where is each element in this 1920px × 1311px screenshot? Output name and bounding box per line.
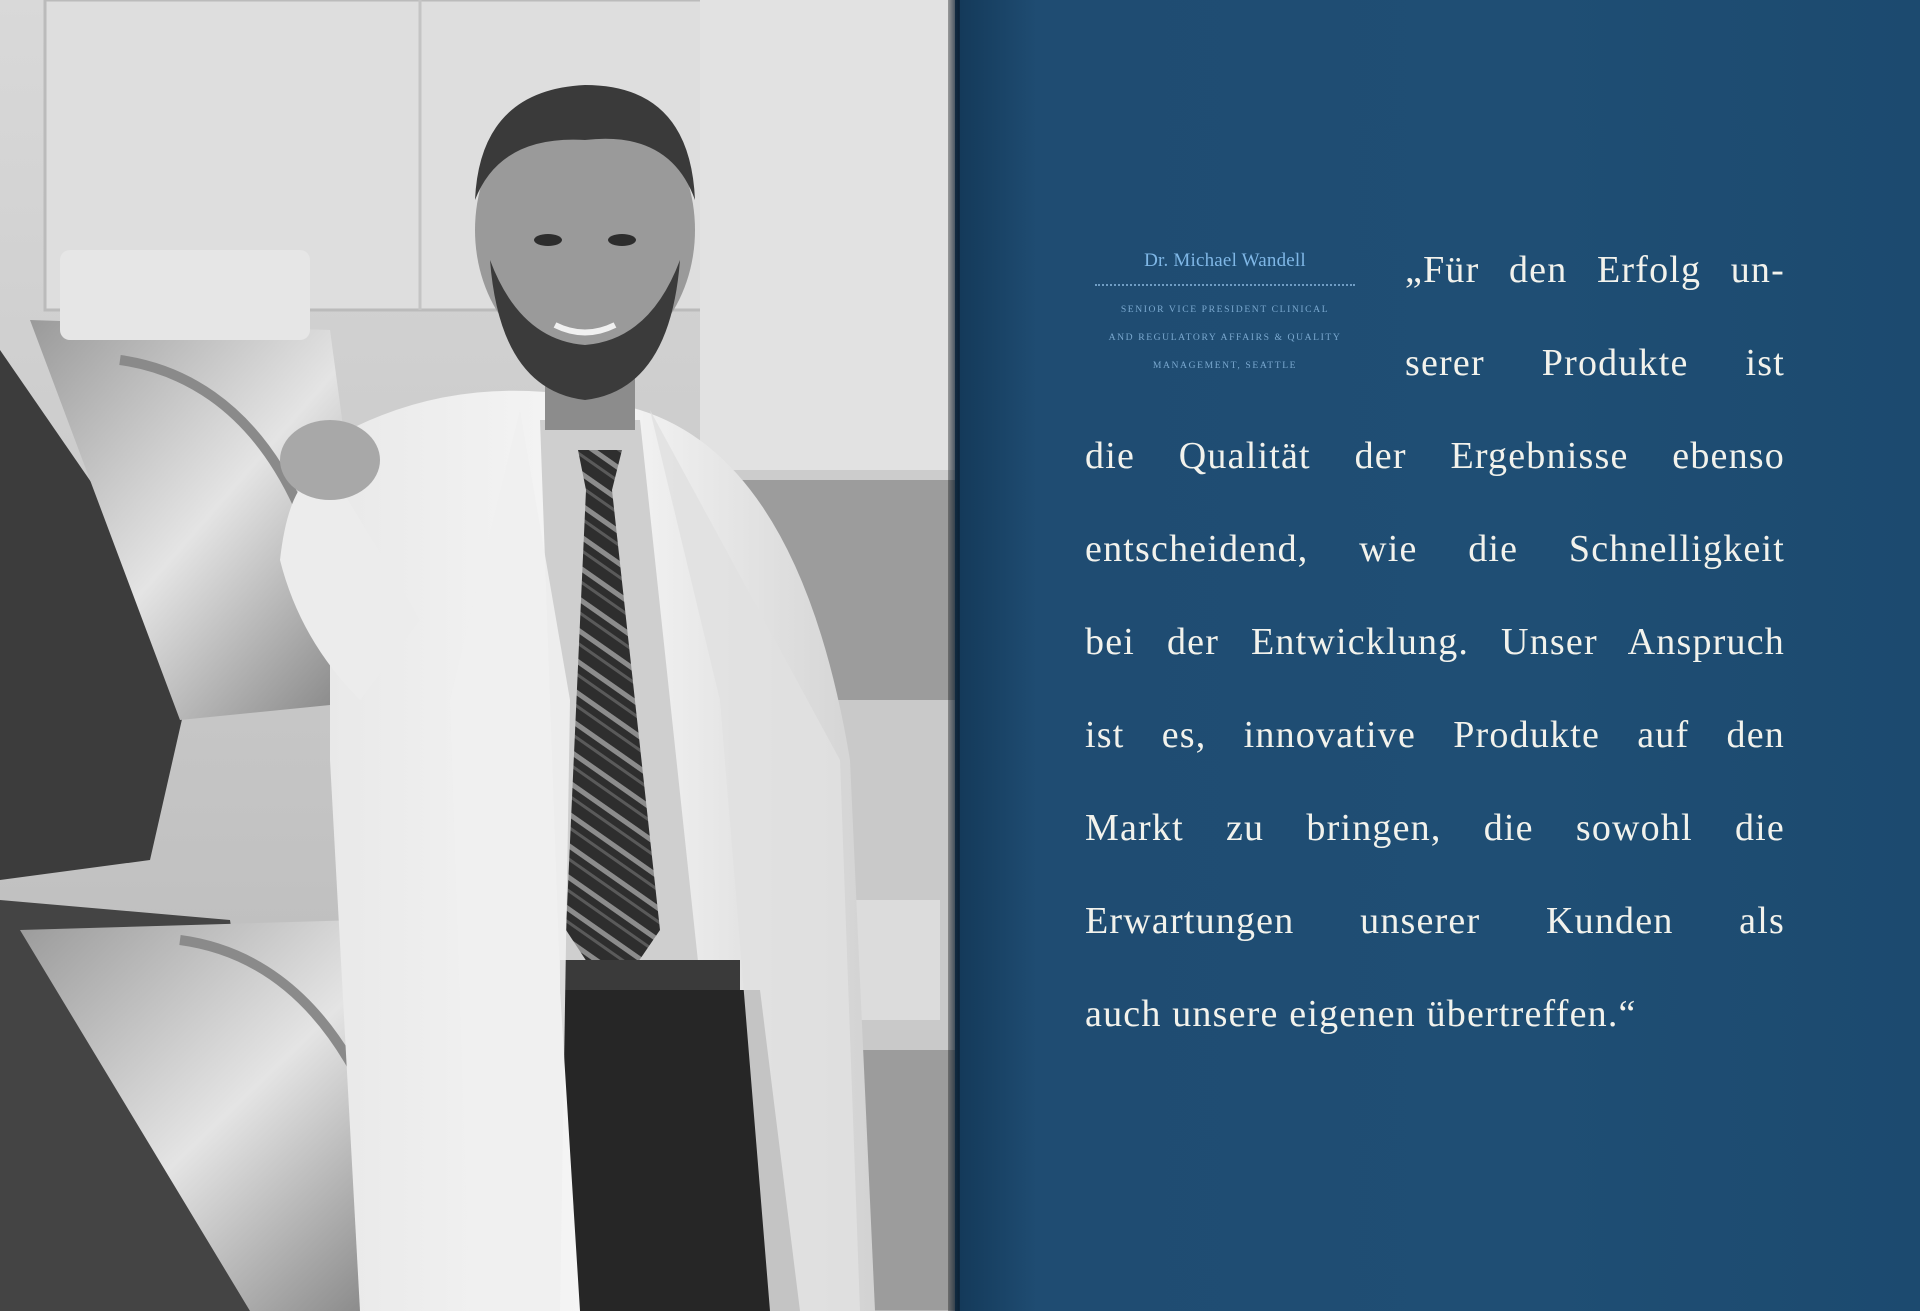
quote-line: Erwartungen unserer Kunden als bbox=[1085, 900, 1785, 942]
quote-line: Markt zu bringen, die sowohl die bbox=[1085, 807, 1785, 849]
portrait-photo bbox=[0, 0, 955, 1311]
speaker-role-line: MANAGEMENT, SEATTLE bbox=[1152, 360, 1298, 371]
quote-line: serer Produkte ist bbox=[1405, 342, 1785, 384]
quote-line: die Qualität der Ergebnisse ebenso bbox=[1085, 435, 1785, 477]
quote-line: ist es, innovative Produkte auf den bbox=[1085, 714, 1785, 756]
quote-line: „Für den Erfolg un- bbox=[1405, 249, 1785, 291]
quote-line: entscheidend, wie die Schnelligkeit bbox=[1085, 528, 1785, 570]
quote-line: auch unsere eigenen übertreffen.“ bbox=[1085, 993, 1637, 1035]
speaker-name: Dr. Michael Wandell bbox=[1144, 250, 1306, 271]
portrait-illustration bbox=[0, 0, 955, 1311]
quote-line: bei der Entwicklung. Unser Anspruch bbox=[1085, 621, 1785, 663]
attribution bbox=[1085, 250, 1365, 380]
speaker-role-line: SENIOR VICE PRESIDENT CLINICAL bbox=[1120, 304, 1330, 315]
dotted-divider bbox=[1095, 284, 1355, 286]
speaker-role-line: AND REGULATORY AFFAIRS & QUALITY bbox=[1108, 332, 1342, 343]
